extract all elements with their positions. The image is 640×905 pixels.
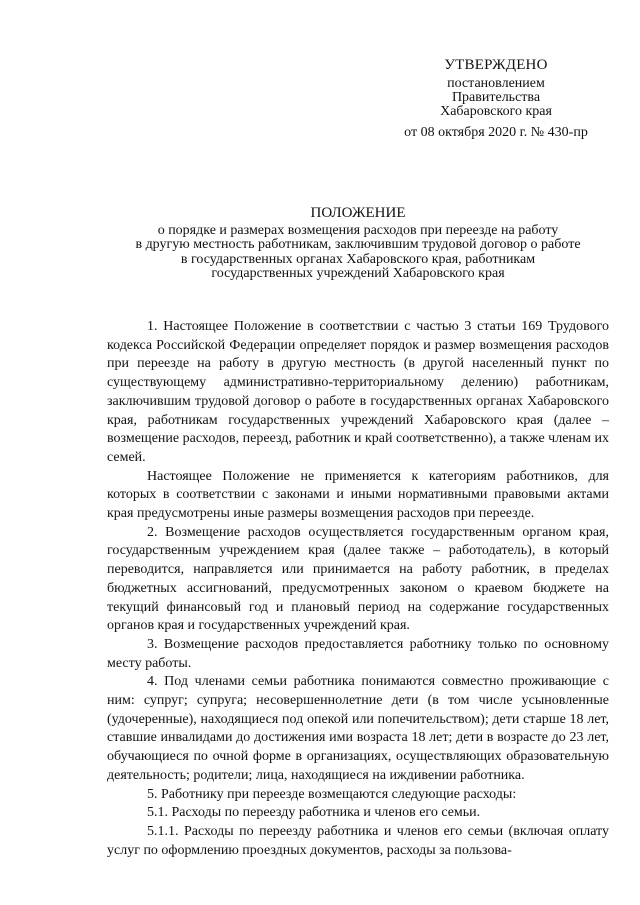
document-body bbox=[107, 318, 609, 860]
document-subtitle-line: в другую местность работникам, заключившим трудовой договор о работе bbox=[135, 237, 581, 252]
paragraph: 1. Настоящее Положение в соответствии с частью 3 статьи 169 Трудового кодекса Российской Федерации определяет порядок и размер возмещения расходов при переезде на работу в другую местность (в другой населенный пункт по существующему административно-территориальному делению) работникам, заключившим трудовой договор о работе в государственных органах Хабаровского края, работникам государственных учреждений Хабаровского края (далее – возмещение расходов, переезд, работник и край соответственно), а также членам их семей. bbox=[107, 319, 609, 465]
document-subtitle-line: о порядке и размерах возмещения расходов при переезде на работу bbox=[157, 222, 559, 238]
document-title: ПОЛОЖЕНИЕ bbox=[310, 205, 406, 221]
document-subtitle-line: в государственных органах Хабаровского края, работникам bbox=[180, 251, 536, 267]
approval-heading: УТВЕРЖДЕНО bbox=[444, 57, 548, 73]
paragraph: Настоящее Положение не применяется к категориям работников, для которых в соответствии с законами и иными нормативными правовыми актами края предусмотрены иные размеры возмещения расходов при переезде. bbox=[107, 468, 609, 522]
paragraph: 5. Работнику при переезде возмещаются следующие расходы: bbox=[147, 786, 517, 802]
paragraph: 5.1.1. Расходы по переезду работника и членов его семьи (включая оплату услуг по оформлению проездных документов, расходы за пользова- bbox=[107, 823, 609, 858]
approval-date: от 08 октября 2020 г. № 430-пр bbox=[404, 125, 588, 140]
approval-line-3: Хабаровского края bbox=[440, 104, 552, 119]
paragraph: 2. Возмещение расходов осуществляется государственным органом края, государственным учреждением края (далее также – работодатель), в который переводится, направляется или принимается на работу работник, в пределах бюджетных ассигнований, предусмотренных законом о краевом бюджете на текущий финансовый год и плановый период на содержание государственных органов края и государственных учреждений края. bbox=[107, 524, 609, 634]
document-subtitle-line: государственных учреждений Хабаровского края bbox=[211, 266, 505, 281]
approval-line-2: Правительства bbox=[451, 90, 541, 105]
approval-line-1: постановлением bbox=[447, 76, 545, 91]
paragraph: 3. Возмещение расходов предоставляется работнику только по основному месту работы. bbox=[107, 636, 609, 671]
paragraph: 4. Под членами семьи работника понимаются совместно проживающие с ним: супруг; супруга; несовершеннолетние дети (в том числе усыновленные (удочеренные), находящиеся под опекой или попечительством); дети старше 18 лет, ставшие инвалидами до достижения ими возраста 18 лет; дети в возрасте до 23 лет, обучающиеся по очной форме в организациях, осуществляющих образовательную деятельность; родители; лица, находящиеся на иждивении работника. bbox=[107, 674, 609, 783]
paragraph: 5.1. Расходы по переезду работника и членов его семьи. bbox=[147, 805, 481, 821]
document-title-block bbox=[60, 206, 640, 282]
approval-stamp bbox=[380, 58, 612, 140]
